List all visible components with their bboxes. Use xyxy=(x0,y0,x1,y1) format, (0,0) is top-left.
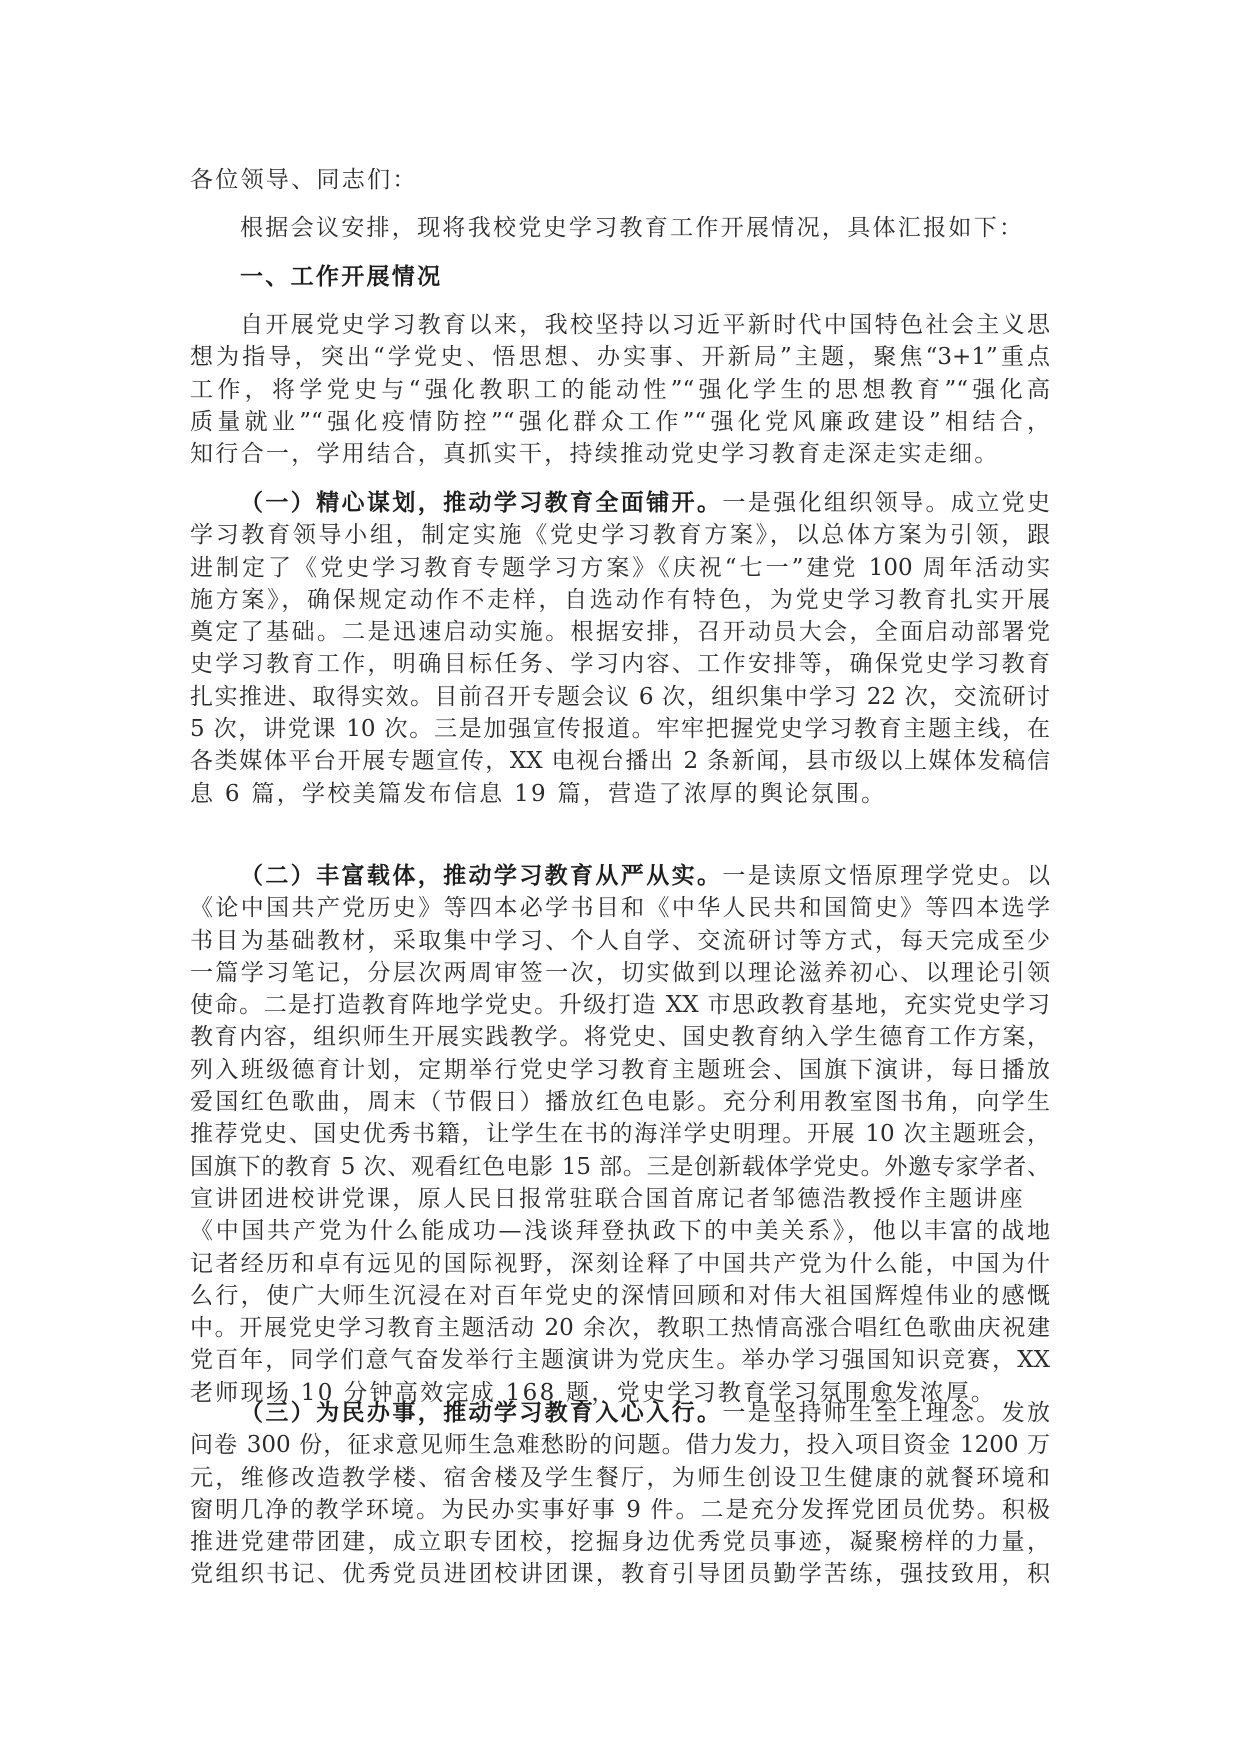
text-line: 推进党建带团建，成立职专团校，挖掘身边优秀党员事迹，凝聚榜样的力量， xyxy=(190,1529,1050,1556)
text-line: 各类媒体平台开展专题宣传，XX 电视台播出 2 条新闻，县市级以上媒体发稿信 xyxy=(190,748,1050,775)
text-span: 一是强化组织领导。成立党史 xyxy=(722,490,1051,516)
text-line: 工作，将学党史与“强化教职工的能动性”“强化学生的思想教育”“强化高 xyxy=(190,376,1050,403)
text-line: 息 6 篇，学校美篇发布信息 19 篇，营造了浓厚的舆论氛围。 xyxy=(190,780,887,807)
text-line: 学习教育领导小组，制定实施《党史学习教育方案》，以总体方案为引领，跟 xyxy=(190,522,1050,549)
text-line: 么行，使广大师生沉浸在对百年党史的深情回顾和对伟大祖国辉煌伟业的感慨 xyxy=(190,1282,1050,1309)
text-line: 质量就业”“强化疫情防控”“强化群众工作”“强化党风廉政建设”相结合， xyxy=(190,408,1050,435)
paragraph-1 xyxy=(190,309,1050,470)
text-line: 记者经历和卓有远见的国际视野，深刻诠释了中国共产党为什么能，中国为什 xyxy=(190,1250,1050,1277)
salutation: 各位领导、同志们： xyxy=(190,167,418,193)
text-line: 《论中国共产党历史》等四本必学书目和《中华人民共和国简史》等四本选学 xyxy=(190,895,1050,922)
text-span: 一是读原文悟原理学党史。以 xyxy=(722,863,1051,889)
text-line: 宣讲团进校讲党课，原人民日报常驻联合国首席记者邹德浩教授作主题讲座 xyxy=(190,1185,1025,1212)
text-line: 党百年，同学们意气奋发举行主题演讲为党庆生。举办学习强国知识竞赛，XX xyxy=(190,1347,1050,1374)
text-line: 元，维修改造教学楼、宿舍楼及学生餐厅，为师生创设卫生健康的就餐环境和 xyxy=(190,1464,1050,1491)
text-line: 爱国红色歌曲，周末（节假日）播放红色电影。充分利用教室图书角，向学生 xyxy=(190,1089,1050,1116)
text-line: 进制定了《党史学习教育专题学习方案》《庆祝“七一”建党 100 周年活动实 xyxy=(190,554,1050,581)
text-line: 国旗下的教育 5 次、观看红色电影 15 部。三是创新载体学党史。外邀专家学者、 xyxy=(190,1153,1050,1180)
text-line xyxy=(190,1397,1050,1429)
text-line: 教育内容，组织师生开展实践教学。将党史、国史教育纳入学生德育工作方案， xyxy=(190,1024,1050,1051)
text-line: 5 次，讲党课 10 次。三是加强宣传报道。牢牢把握党史学习教育主题主线，在 xyxy=(190,716,1050,743)
paragraph-3 xyxy=(190,860,1050,1409)
text-line: 奠定了基础。二是迅速启动实施。根据安排，召开动员大会，全面启动部署党 xyxy=(190,619,1050,646)
paragraph-lead: （一）精心谋划，推动学习教育全面铺开。 xyxy=(240,489,723,516)
text-line xyxy=(190,487,1050,519)
intro-block xyxy=(190,212,1050,244)
text-line xyxy=(190,860,1050,892)
paragraph-lead: （二）丰富载体，推动学习教育从严从实。 xyxy=(240,862,723,889)
paragraph-lead: （三）为民办事，推动学习教育入心入行。 xyxy=(240,1399,723,1426)
text-line: 列入班级德育计划，定期举行党史学习教育主题班会、国旗下演讲，每日播放 xyxy=(190,1056,1050,1083)
text-line: 施方案》，确保规定动作不走样，自选动作有特色，为党史学习教育扎实开展 xyxy=(190,586,1050,613)
text-line: 使命。二是打造教育阵地学党史。升级打造 XX 市思政教育基地，充实党史学习 xyxy=(190,992,1050,1019)
paragraph-2 xyxy=(190,487,1050,810)
text-line: 扎实推进、取得实效。目前召开专题会议 6 次，组织集中学习 22 次，交流研讨 xyxy=(190,683,1050,710)
text-line: 史学习教育工作，明确目标任务、学习内容、工作安排等，确保党史学习教育 xyxy=(190,651,1050,678)
text-line: 自开展党史学习教育以来，我校坚持以习近平新时代中国特色社会主义思 xyxy=(240,312,1050,338)
text-line: 党组织书记、优秀党员进团校讲团课，教育引导团员勤学苦练，强技致用，积 xyxy=(190,1561,1050,1588)
text-span: 一是坚持师生至上理念。发放 xyxy=(722,1400,1051,1426)
text-line: 老师现场 10 分钟高效完成 168 题，党史学习教育学习氛围愈发浓厚。 xyxy=(190,1379,997,1406)
text-line: 窗明几净的教学环境。为民办实事好事 9 件。二是充分发挥党团员优势。积极 xyxy=(190,1496,1050,1523)
text-line: 一篇学习笔记，分层次两周审签一次，切实做到以理论滋养初心、以理论引领 xyxy=(190,959,1050,986)
section-heading: 一、工作开展情况 xyxy=(240,263,443,290)
text-line: 《中国共产党为什么能成功—浅谈拜登执政下的中美关系》，他以丰富的战地 xyxy=(190,1218,1050,1245)
text-line: 知行合一，学用结合，真抓实干，持续推动党史学习教育走深走实走细。 xyxy=(190,441,1000,468)
intro-text: 根据会议安排，现将我校党史学习教育工作开展情况，具体汇报如下： xyxy=(240,215,1025,241)
salutation-block xyxy=(190,164,1050,196)
text-line: 书目为基础教材，采取集中学习、个人自学、交流研讨等方式，每天完成至少 xyxy=(190,927,1050,954)
paragraph-4 xyxy=(190,1397,1050,1591)
text-line: 想为指导，突出“学党史、悟思想、办实事、开新局”主题，聚焦“3+1”重点 xyxy=(190,344,1050,371)
text-line: 推荐党史、国史优秀书籍，让学生在书的海洋学史明理。开展 10 次主题班会， xyxy=(190,1121,1050,1148)
text-line: 问卷 300 份，征求意见师生急难愁盼的问题。借力发力，投入项目资金 1200 万 xyxy=(190,1432,1050,1459)
text-line: 中。开展党史学习教育主题活动 20 余次，教职工热情高涨合唱红色歌曲庆祝建 xyxy=(190,1315,1050,1342)
section-heading-block xyxy=(190,261,1050,293)
